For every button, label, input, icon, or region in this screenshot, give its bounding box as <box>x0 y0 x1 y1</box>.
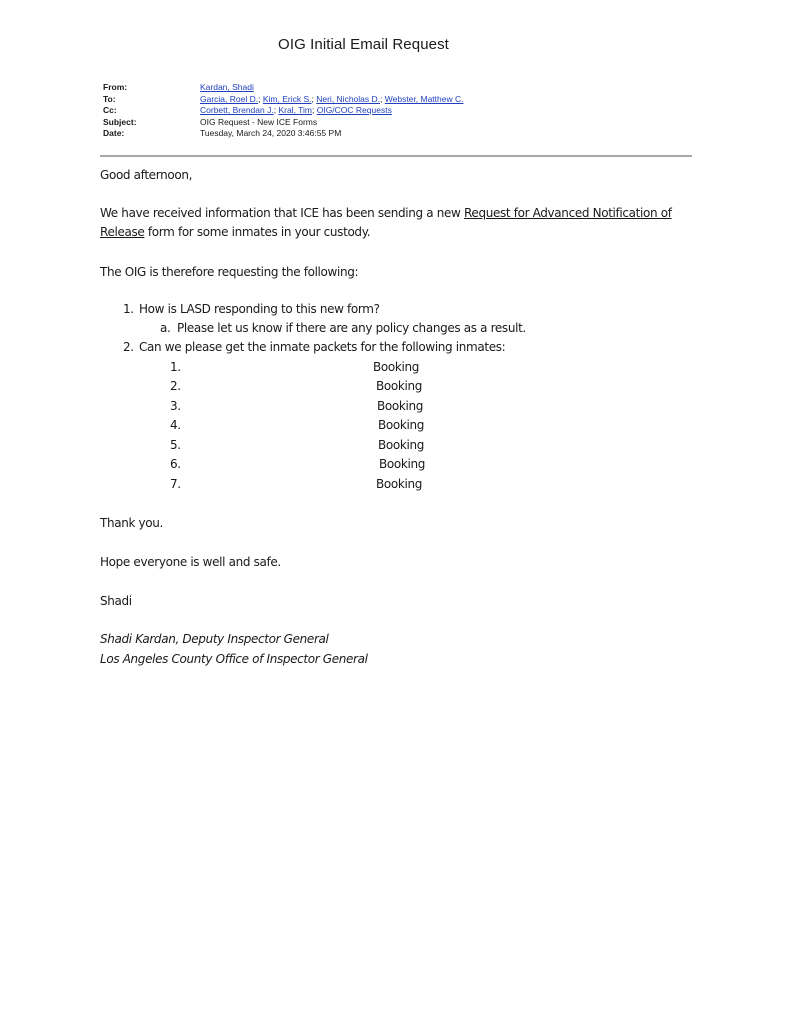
para1-text-end: form for some inmates in your custody. <box>144 225 371 239</box>
thanks-line: Thank you. <box>100 516 164 530</box>
list-number: 2. <box>123 340 134 354</box>
cc-recipient-link[interactable]: OIG/COC Requests <box>316 105 392 116</box>
greeting: Good afternoon, <box>100 168 193 182</box>
from-row <box>103 82 463 94</box>
form-name-link-cont[interactable]: Release <box>100 225 145 239</box>
booking-label: Booking <box>379 457 425 471</box>
sender-link[interactable]: Kardan, Shadi <box>200 82 254 92</box>
para1-text: We have received information that ICE has been sending a new <box>100 206 464 220</box>
sublist-item-text: Please let us know if there are any policy changes as a result. <box>177 321 526 335</box>
header-divider <box>100 155 692 157</box>
date-row <box>103 128 463 140</box>
booking-label: Booking <box>377 399 423 413</box>
signature-title: Shadi Kardan, Deputy Inspector General <box>100 632 329 646</box>
booking-label: Booking <box>378 418 424 432</box>
cc-row <box>103 105 463 117</box>
signoff-name: Shadi <box>100 594 132 608</box>
to-recipient-link[interactable]: Neri, Nicholas D. <box>316 93 381 104</box>
separator: ; <box>258 93 263 104</box>
separator: ; <box>311 105 317 116</box>
list-item-text: Can we please get the inmate packets for the following inmates: <box>139 340 506 354</box>
inmate-number: 5. <box>170 438 181 452</box>
inmate-number: 2. <box>170 379 181 393</box>
inmate-number: 7. <box>170 477 181 491</box>
cc-recipient-link[interactable]: Kral, Tim <box>278 105 312 116</box>
list-item-text: How is LASD responding to this new form? <box>139 302 380 316</box>
booking-label: Booking <box>373 360 419 374</box>
from-label: From: <box>103 82 128 92</box>
list-number: 1. <box>123 302 134 316</box>
inmate-number: 3. <box>170 399 181 413</box>
date-label: Date: <box>103 128 125 139</box>
booking-label: Booking <box>376 477 422 491</box>
signature-office: Los Angeles County Office of Inspector General <box>100 652 368 666</box>
inmate-number: 6. <box>170 457 181 471</box>
paragraph-ice-info <box>100 204 700 242</box>
cc-recipient-link[interactable]: Corbett, Brendan J. <box>200 105 274 116</box>
subject-label: Subject: <box>103 116 137 127</box>
form-name-link[interactable]: Request for Advanced Notification of <box>463 206 672 220</box>
inmate-number: 1. <box>170 360 181 374</box>
subject-value: OIG Request - New ICE Forms <box>200 116 318 127</box>
date-value: Tuesday, March 24, 2020 3:46:55 PM <box>200 128 342 139</box>
to-recipient-link[interactable]: Kim, Erick S. <box>262 93 312 104</box>
sublist-letter: a. <box>160 321 171 335</box>
page-title: OIG Initial Email Request <box>278 36 449 53</box>
email-header <box>103 82 463 140</box>
separator: ; <box>380 93 385 104</box>
to-recipient-link[interactable]: Webster, Matthew C. <box>384 93 464 104</box>
inmate-number: 4. <box>170 418 181 432</box>
booking-label: Booking <box>378 438 424 452</box>
separator: ; <box>311 93 317 104</box>
subject-row <box>103 117 463 129</box>
to-row <box>103 94 463 106</box>
separator: ; <box>273 105 279 116</box>
wellwish-line: Hope everyone is well and safe. <box>100 555 281 569</box>
to-label: To: <box>103 93 116 104</box>
paragraph-request: The OIG is therefore requesting the following: <box>100 265 359 279</box>
cc-label: Cc: <box>103 105 117 116</box>
to-recipient-link[interactable]: Garcia, Roel D. <box>200 93 259 104</box>
booking-label: Booking <box>376 379 422 393</box>
